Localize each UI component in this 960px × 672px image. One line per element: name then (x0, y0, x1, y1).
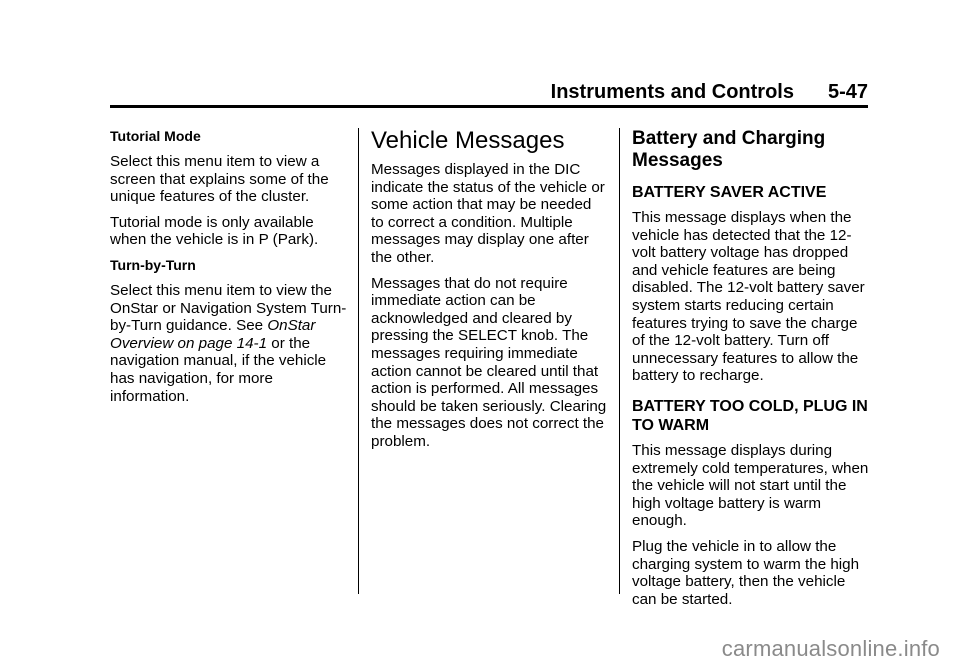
header-title: Instruments and Controls (550, 81, 794, 103)
column-divider-2 (619, 128, 620, 594)
paragraph-vehicle-messages-2: Messages that do not require immediate action can be acknowledged and cleared by pressing the SELECT knob. The messages requiring immediate action cannot be cleared until that action is performed. All messages should be taken seriously. Clearing the messages does not correct the problem. (371, 274, 607, 450)
header-rule (110, 105, 868, 108)
section-title-vehicle-messages: Vehicle Messages (371, 127, 565, 154)
paragraph-turn-by-turn-text-a: Select this menu item to view the OnStar or Navigation System Turn-by-Turn guidance. See (110, 281, 347, 335)
message-title-battery-too-cold: BATTERY TOO COLD, PLUG IN TO WARM (632, 397, 868, 434)
page-number: 5-47 (827, 81, 868, 103)
paragraph-battery-too-cold-2: Plug the vehicle in to allow the charging system to warm the high voltage battery, then the vehicle can be started. (632, 537, 860, 608)
subheading-turn-by-turn: Turn-by-Turn (110, 256, 196, 273)
column-divider-1 (358, 128, 359, 594)
paragraph-turn-by-turn (110, 282, 348, 405)
subheading-tutorial-mode: Tutorial Mode (110, 128, 201, 144)
column-middle (371, 128, 607, 459)
paragraph-battery-too-cold-1: This message displays during extremely cold temperatures, when the vehicle will not start until the high voltage battery is warm enough. (632, 441, 869, 530)
onstar-overview-link[interactable]: OnStar Overview on page 14-1 (110, 317, 316, 352)
running-header (110, 81, 868, 103)
column-left (110, 128, 348, 413)
paragraph-battery-saver: This message displays when the vehicle has detected that the 12-volt battery voltage has dropped and vehicle features are being disabled. The 12-volt battery saver system starts reducing certain features trying to save the charge of the 12-volt battery. Turn off unnecessary features to allow the battery to recharge. (632, 209, 865, 385)
paragraph-tutorial-2: Tutorial mode is only available when the vehicle is in P (Park). (110, 213, 319, 249)
paragraph-tutorial-1: Select this menu item to view a screen that explains some of the unique features of the cluster. (110, 153, 329, 206)
paragraph-vehicle-messages-1: Messages displayed in the DIC indicate the status of the vehicle or some action that may be needed to correct a condition. Multiple messages may display one after the other. (371, 161, 605, 266)
section-title-battery-charging: Battery and Charging Messages (632, 128, 826, 171)
watermark: carmanualsonline.info (721, 636, 940, 661)
message-title-battery-saver: BATTERY SAVER ACTIVE (632, 184, 827, 201)
column-right (632, 128, 870, 616)
paragraph-turn-by-turn-text-b: or the navigation manual, if the vehicle has navigation, for more information. (110, 334, 327, 405)
